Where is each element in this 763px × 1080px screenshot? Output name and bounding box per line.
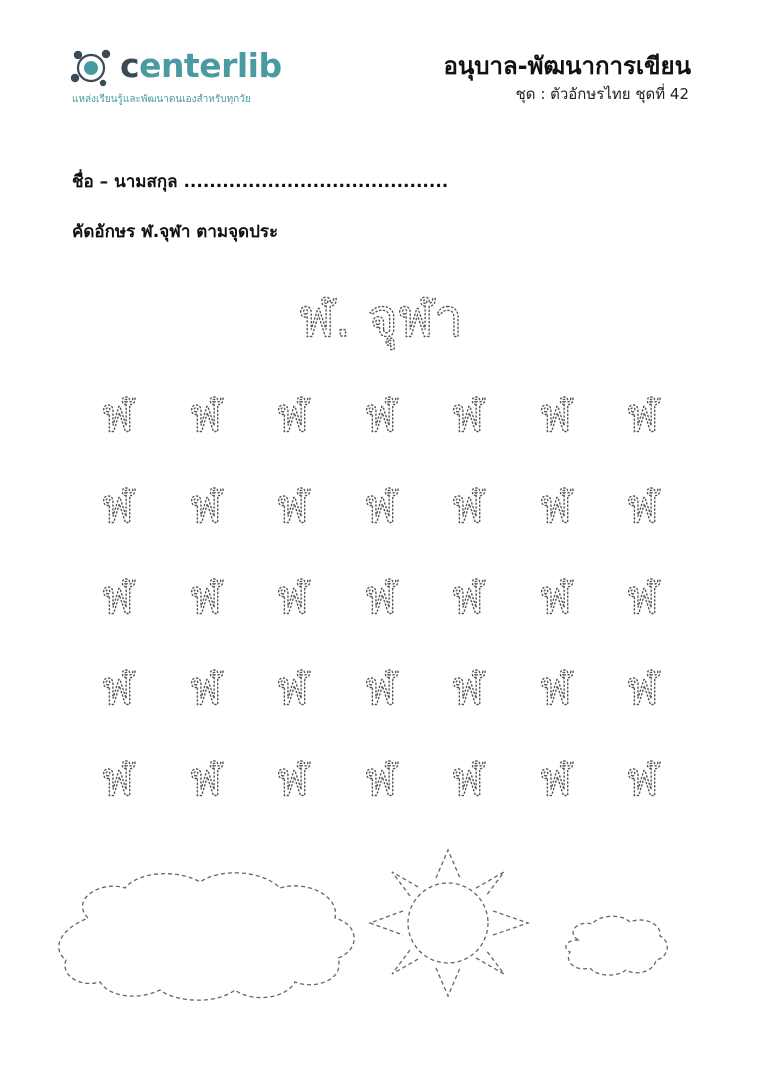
tracing-row: [72, 648, 692, 739]
trace-letter: ฬ: [102, 661, 134, 715]
trace-letter: ฬ: [452, 388, 484, 442]
logo-tagline: แหล่งเรียนรู้และพัฒนาตนเองสำหรับทุกวัย: [72, 94, 251, 105]
trace-letter: ฬ: [364, 479, 397, 533]
student-name-line: ชื่อ – นามสกุล .........................................: [72, 172, 449, 192]
trace-letter: ฬ: [102, 479, 134, 533]
trace-letter: ฬ: [277, 388, 309, 442]
trace-letter: ฬ: [277, 479, 309, 533]
trace-letter: ฬ: [364, 661, 397, 715]
trace-letter-cell: [438, 557, 498, 627]
trace-letter-cell: [613, 375, 673, 445]
trace-letter-cell: [438, 375, 498, 445]
trace-letter-cell: [438, 466, 498, 536]
trace-letter: ฬ: [452, 479, 484, 533]
logo-wordmark-part2: enterlib: [139, 46, 282, 85]
trace-letter: ฬ: [189, 388, 222, 442]
tracing-row: [72, 466, 692, 557]
trace-letter: ฬ: [189, 479, 222, 533]
trace-letter-cell: [176, 648, 236, 718]
trace-letter: ฬ: [539, 661, 572, 715]
small-cloud-outline-icon: [566, 916, 667, 975]
trace-letter-cell: [88, 648, 148, 718]
trace-letter: ฬ: [452, 661, 484, 715]
trace-letter: ฬ: [364, 570, 397, 624]
trace-letter: ฬ: [539, 570, 572, 624]
trace-letter: ฬ: [539, 388, 572, 442]
trace-title: [0, 282, 763, 352]
instruction-text: คัดอักษร ฬ.จุฬา ตามจุดประ: [72, 222, 279, 242]
trace-letter-cell: [176, 557, 236, 627]
trace-letter-cell: [263, 466, 323, 536]
trace-letter-cell: [613, 648, 673, 718]
trace-letter: ฬ: [189, 661, 222, 715]
trace-letter-cell: [438, 739, 498, 809]
trace-letter: ฬ: [627, 570, 659, 624]
trace-letter-cell: [351, 375, 411, 445]
trace-letter: ฬ: [452, 570, 484, 624]
trace-letter-cell: [438, 648, 498, 718]
worksheet-subtitle: ชุด : ตัวอักษรไทย ชุดที่ 42: [515, 85, 689, 103]
trace-letter-cell: [526, 739, 586, 809]
trace-letter: ฬ: [189, 570, 222, 624]
trace-letter-cell: [88, 375, 148, 445]
logo-wordmark-part1: c: [120, 46, 140, 85]
worksheet-title: อนุบาล-พัฒนาการเขียน: [443, 52, 691, 80]
trace-letter-cell: [176, 739, 236, 809]
trace-letter: ฬ: [277, 570, 309, 624]
trace-letter: ฬ: [452, 752, 484, 806]
trace-letter: ฬ: [189, 752, 222, 806]
trace-letter-cell: [613, 466, 673, 536]
trace-letter-cell: [176, 375, 236, 445]
trace-letter: ฬ: [364, 752, 397, 806]
trace-letter: ฬ: [627, 479, 659, 533]
trace-letter: ฬ: [627, 752, 659, 806]
trace-letter-cell: [176, 466, 236, 536]
trace-letter-cell: [263, 739, 323, 809]
trace-title-text: ฬ. จุฬา: [299, 289, 463, 349]
trace-letter-cell: [351, 466, 411, 536]
trace-letter: ฬ: [102, 752, 134, 806]
trace-letter: ฬ: [277, 752, 309, 806]
trace-letter-cell: [351, 648, 411, 718]
trace-letter-cell: [351, 739, 411, 809]
trace-letter-cell: [351, 557, 411, 627]
trace-letter-cell: [613, 739, 673, 809]
logo-wordmark: [120, 46, 282, 86]
trace-letter-cell: [526, 466, 586, 536]
large-cloud-outline-icon: [59, 873, 354, 1000]
trace-letter-cell: [263, 557, 323, 627]
sun-outline-icon: [370, 850, 528, 996]
scene-illustration: [0, 840, 763, 1040]
trace-letter: ฬ: [102, 570, 134, 624]
trace-letter-cell: [526, 648, 586, 718]
trace-letter: ฬ: [277, 661, 309, 715]
trace-letter: ฬ: [102, 388, 134, 442]
trace-letter-cell: [526, 557, 586, 627]
trace-letter-cell: [263, 648, 323, 718]
trace-letter: ฬ: [539, 752, 572, 806]
tracing-grid: [72, 375, 692, 830]
trace-letter-cell: [526, 375, 586, 445]
trace-letter-cell: [263, 375, 323, 445]
trace-letter-cell: [88, 739, 148, 809]
tracing-row: [72, 739, 692, 830]
trace-letter-cell: [88, 557, 148, 627]
trace-letter: ฬ: [364, 388, 397, 442]
trace-letter: ฬ: [627, 388, 659, 442]
tracing-row: [72, 557, 692, 648]
molecule-logo-icon: [70, 46, 116, 88]
trace-letter: ฬ: [627, 661, 659, 715]
trace-letter-cell: [88, 466, 148, 536]
trace-letter-cell: [613, 557, 673, 627]
tracing-row: [72, 375, 692, 466]
centerlib-logo: [70, 42, 300, 112]
trace-letter: ฬ: [539, 479, 572, 533]
